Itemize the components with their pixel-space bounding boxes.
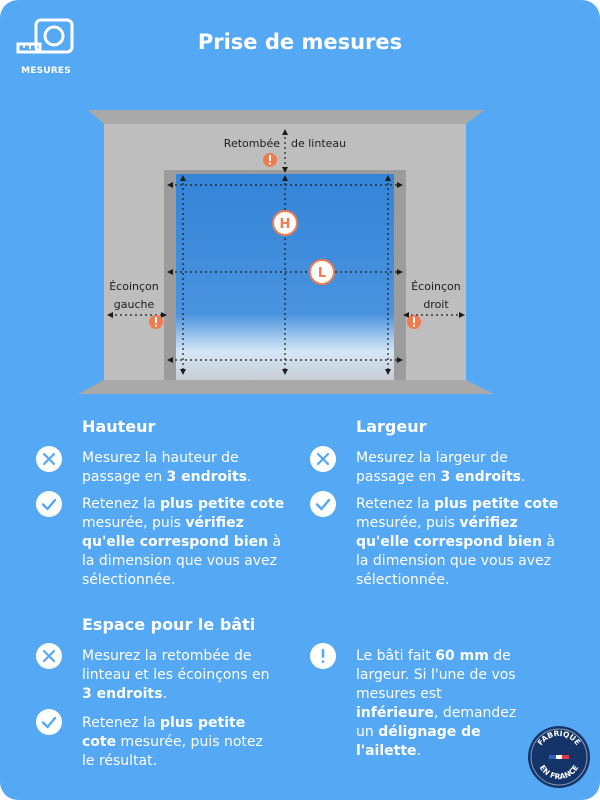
right-label-line1: Écoinçon xyxy=(411,280,461,293)
espace-item-2: Retenez la plus petite cote mesurée, puis notez le résultat. xyxy=(82,715,263,769)
lintel-cap xyxy=(88,110,484,124)
largeur-item-2: Retenez la plus petite cote mesurée, puis vérifiez qu'elle correspond bien à la dimension que vous avez sélectionnée. xyxy=(356,496,559,588)
left-warning-icon xyxy=(149,315,163,329)
measure-cross-icon xyxy=(36,446,62,472)
lintel-label-left: Retombée xyxy=(223,137,280,150)
check-icon xyxy=(310,491,336,517)
hauteur-item-1: Mesurez la hauteur de passage en 3 endroits. xyxy=(82,450,252,485)
measure-cross-icon xyxy=(310,446,336,472)
width-marker-letter: L xyxy=(317,266,327,281)
page-title: Prise de mesures xyxy=(197,30,403,54)
height-marker-letter: H xyxy=(279,217,291,232)
right-warning-icon xyxy=(407,315,421,329)
check-icon xyxy=(36,709,62,735)
largeur-title: Largeur xyxy=(356,417,427,436)
badge-bottom-text: EN FRANCE xyxy=(537,763,581,782)
lintel-warning-icon xyxy=(263,153,277,167)
espace-title: Espace pour le bâti xyxy=(82,615,256,634)
left-label-line1: Écoinçon xyxy=(109,280,159,293)
hauteur-title: Hauteur xyxy=(82,417,156,436)
opening-diagram xyxy=(0,100,600,400)
floor-strip xyxy=(78,380,494,394)
measure-cross-icon xyxy=(36,643,62,669)
hauteur-item-2: Retenez la plus petite cote mesurée, puis vérifiez qu'elle correspond bien à la dimension que vous avez sélectionnée. xyxy=(82,496,285,588)
check-icon xyxy=(36,491,62,517)
largeur-item-1: Mesurez la largeur de passage en 3 endroits. xyxy=(356,450,526,485)
fabrique-en-france-badge xyxy=(528,726,590,788)
lintel-label-right: de linteau xyxy=(291,137,347,150)
note-text: Le bâti fait 60 mm de largeur. Si l'une de vos mesures est inférieure, demandez un délignage de l'ailette. xyxy=(356,648,517,759)
espace-item-1: Mesurez la retombée de linteau et les écoinçons en 3 endroits. xyxy=(82,648,270,702)
badge-top-text: FABRIQUÉ xyxy=(535,728,583,747)
brand-label: MESURES xyxy=(21,66,71,76)
left-label-line2: gauche xyxy=(113,298,155,311)
french-flag-icon xyxy=(549,755,569,759)
info-icon xyxy=(310,643,336,669)
right-label-line2: droit xyxy=(423,298,449,311)
